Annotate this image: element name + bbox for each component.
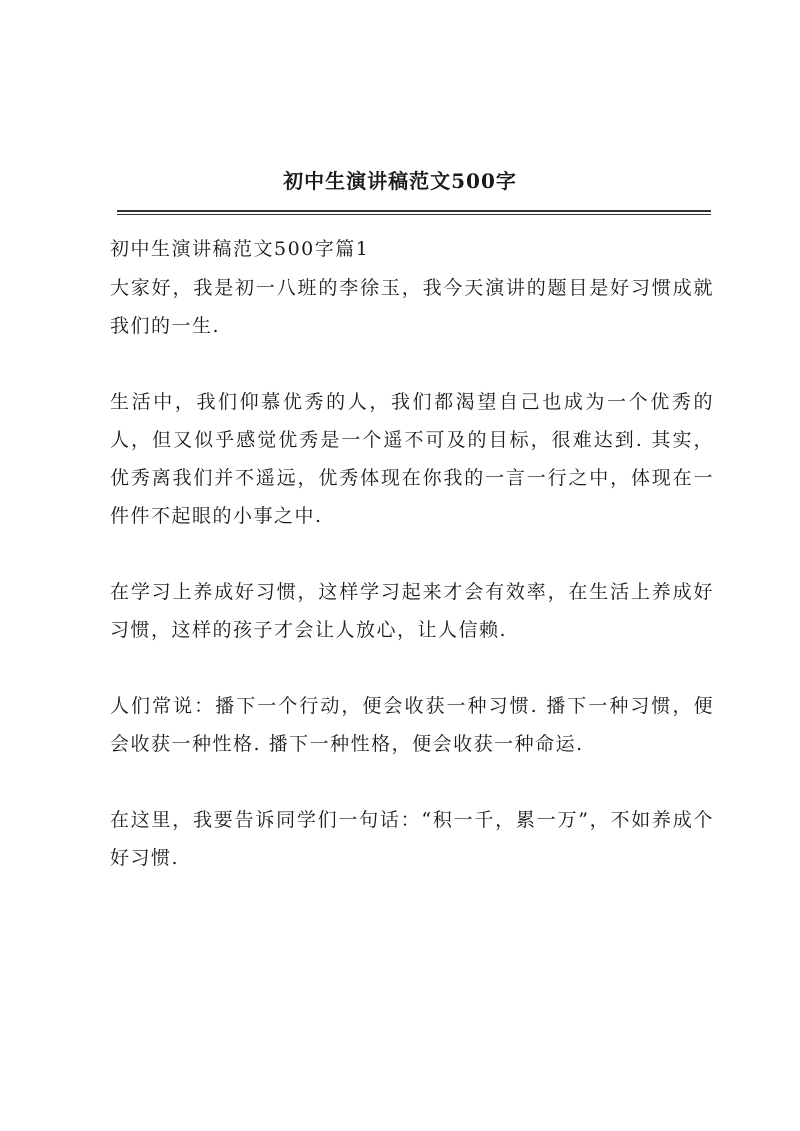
title-divider <box>117 210 711 215</box>
paragraph-5: 在这里，我要告诉同学们一句话：“积一千，累一万”，不如养成个好习惯. <box>110 809 714 869</box>
document-title: 初中生演讲稿范文500字 <box>283 169 517 193</box>
section-title: 初中生演讲稿范文500字篇1 <box>110 238 370 260</box>
paragraph-3: 在学习上养成好习惯，这样学习起来才会有效率，在生活上养成好习惯，这样的孩子才会让人放心，让人信赖. <box>110 581 714 641</box>
document-body <box>110 233 714 877</box>
paragraph-1: 大家好，我是初一八班的李徐玉，我今天演讲的题目是好习惯成就我们的一生. <box>110 277 714 337</box>
paragraph-4: 人们常说：播下一个行动，便会收获一种习惯. 播下一种习惯，便会收获一种性格. 播下一种性格，便会收获一种命运. <box>110 695 714 755</box>
paragraph-2: 生活中，我们仰慕优秀的人，我们都渴望自己也成为一个优秀的人，但又似乎感觉优秀是一个遥不可及的目标，很难达到. 其实，优秀离我们并不遥远，优秀体现在你我的一言一行之中，体现在一件件不起眼的小事之中. <box>110 391 714 527</box>
